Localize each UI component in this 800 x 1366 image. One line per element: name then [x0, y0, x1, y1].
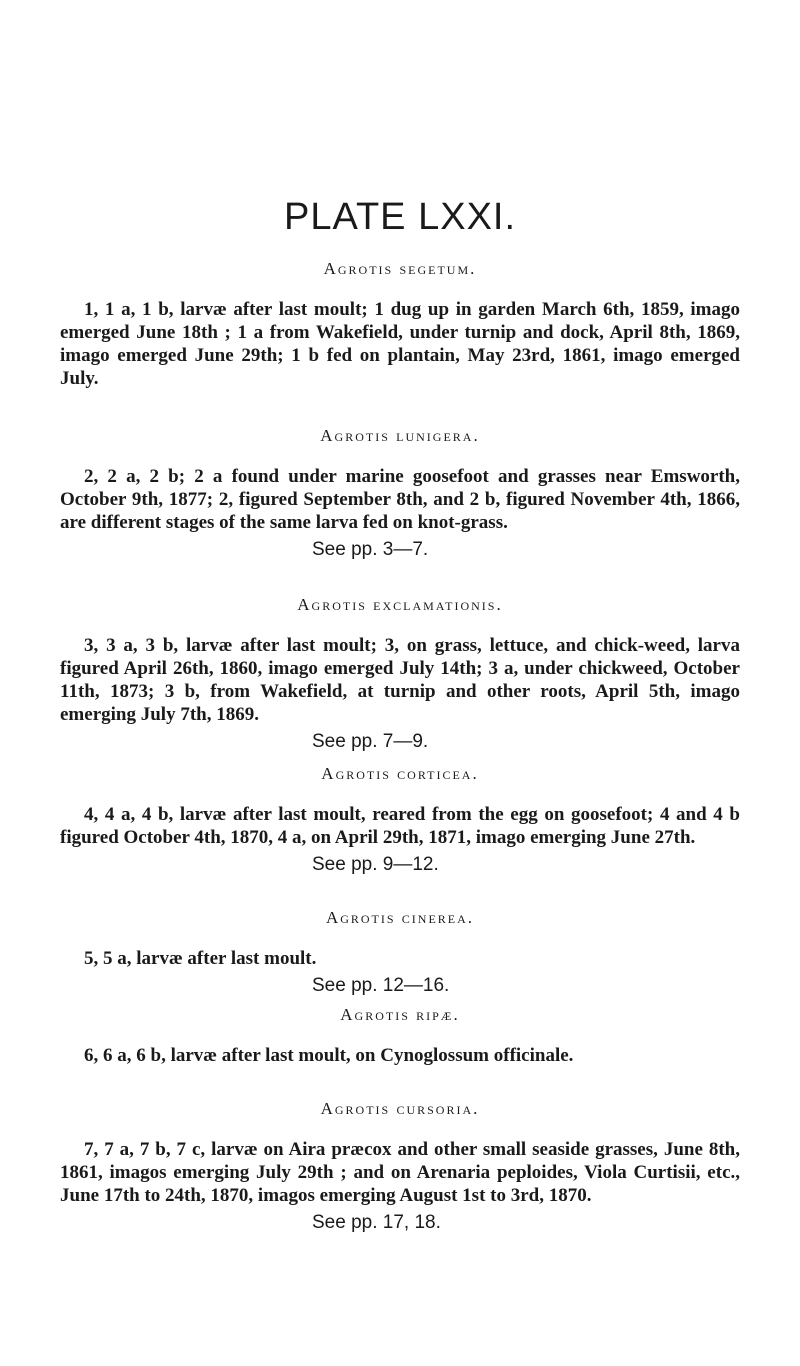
page-reference: See pp. 7—9.	[312, 731, 429, 752]
section-agrotis-exclamationis	[60, 594, 740, 753]
section-agrotis-ripae	[60, 1004, 740, 1067]
page-reference: See pp. 3—7.	[312, 539, 429, 560]
page-reference: See pp. 9—12.	[312, 854, 439, 875]
section-text: 6, 6 a, 6 b, larvæ after last moult, on Cynoglossum officinale.	[84, 1045, 574, 1066]
section-text: 2, 2 a, 2 b; 2 a found under marine goosefoot and grasses near Emsworth, October 9th, 1877; 2, figured September 8th, and 2 b, figured November 4th, 1866, are different stages of the same larva fed on knot-grass.	[60, 466, 740, 533]
page-reference: See pp. 12—16.	[312, 975, 450, 996]
section-text: 4, 4 a, 4 b, larvæ after last moult, reared from the egg on goosefoot; 4 and 4 b figured October 4th, 1870, 4 a, on April 29th, 1871, imago emerging June 27th.	[60, 804, 740, 848]
section-heading: Agrotis segetum.	[323, 259, 477, 278]
section-agrotis-lunigera	[60, 425, 740, 561]
section-heading: Agrotis ripæ.	[340, 1005, 460, 1024]
section-text: 3, 3 a, 3 b, larvæ after last moult; 3, on grass, lettuce, and chick-weed, larva figured April 26th, 1860, imago emerged July 14th; 3 a, under chickweed, October 11th, 1873; 3 b, from Wakefield, at turnip and other roots, April 5th, imago emerging July 7th, 1869.	[60, 635, 740, 725]
section-text: 5, 5 a, larvæ after last moult.	[84, 948, 317, 969]
section-agrotis-cinerea	[60, 907, 740, 997]
plate-title: PLATE LXXI.	[283, 196, 517, 238]
section-heading: Agrotis exclamationis.	[297, 595, 503, 614]
section-heading: Agrotis cinerea.	[325, 908, 475, 927]
section-heading: Agrotis cursoria.	[320, 1099, 480, 1118]
section-agrotis-segetum	[60, 258, 740, 390]
page-reference: See pp. 17, 18.	[312, 1212, 441, 1233]
section-agrotis-corticea	[60, 763, 740, 876]
section-heading: Agrotis lunigera.	[320, 426, 480, 445]
section-text: 1, 1 a, 1 b, larvæ after last moult; 1 dug up in garden March 6th, 1859, imago emerged June 18th ; 1 a from Wakefield, under turnip and dock, April 8th, 1869, imago emerged June 29th; 1 b fed on plantain, May 23rd, 1861, imago emerged July.	[60, 299, 740, 389]
section-text: 7, 7 a, 7 b, 7 c, larvæ on Aira præcox and other small seaside grasses, June 8th, 1861, imagos emerging July 29th ; and on Arenaria peploides, Viola Curtisii, etc., June 17th to 24th, 1870, imagos emerging August 1st to 3rd, 1870.	[60, 1139, 740, 1206]
section-agrotis-cursoria	[60, 1098, 740, 1234]
section-heading: Agrotis corticea.	[321, 764, 479, 783]
